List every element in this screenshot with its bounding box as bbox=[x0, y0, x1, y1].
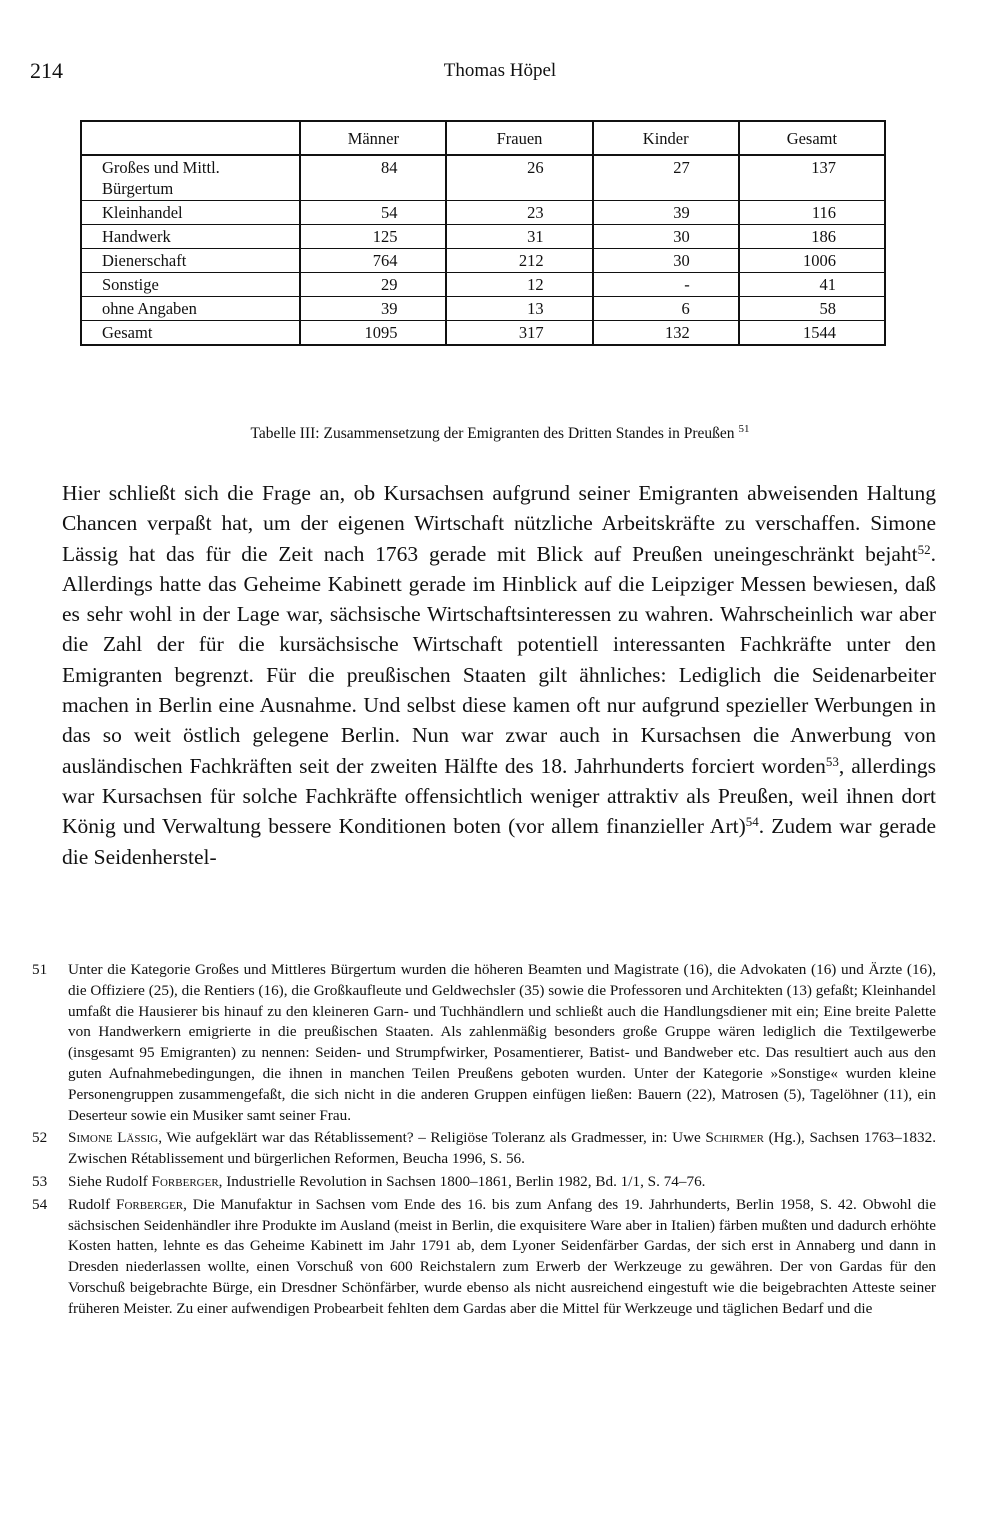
body-text: . Allerdings hatte das Geheime Kabinett gerade im Hinblick auf die Leipziger Messen bewiesen, daß es sehr wohl in der Lage war, sächsische Wirtschaftsinteressen zu wahren. Wahrscheinlich war aber die Zahl der für die kursächsische Wirtschaft potentiell interessanten Fachkräfte unter den Emigranten begrenzt. Für die preußischen Staaten gilt ähnliches: Lediglich die Seidenarbeiter machen in Berlin eine Ausnahme. Und selbst diese kamen oft nur aufgrund spezieller Werbungen in das so weit östlich gelegene Berlin. Nun war zwar auch in Kursachsen die Anwerbung von ausländischen Fachkräften seit der zweiten Hälfte des 18. Jahrhunderts forciert worden bbox=[62, 541, 936, 778]
table-cell: 84 bbox=[300, 155, 446, 201]
footnote-number: 52 bbox=[32, 1129, 48, 1147]
column-header bbox=[81, 121, 300, 155]
table-cell: 137 bbox=[739, 155, 885, 201]
footnote-text: , Wie aufgeklärt war das Rétablissement? – Religiöse Toleranz als Gradmesser, in: Uwe bbox=[158, 1129, 706, 1147]
footnote-ref: 53 bbox=[825, 753, 839, 769]
row-label: Sonstige bbox=[81, 273, 300, 297]
table-cell: 39 bbox=[593, 201, 739, 225]
footnote-text: Siehe Rudolf bbox=[68, 1172, 152, 1190]
table-row bbox=[81, 225, 885, 249]
emigrants-table bbox=[80, 120, 886, 346]
table-cell: 29 bbox=[300, 273, 446, 297]
author-name: Forberger bbox=[116, 1195, 184, 1213]
column-header: Kinder bbox=[593, 121, 739, 155]
table-cell: 31 bbox=[446, 225, 592, 249]
table-row bbox=[81, 297, 885, 321]
footnote-text: , Die Manufaktur in Sachsen vom Ende des 16. bis zum Anfang des 19. Jahrhunderts, Berlin 1958, S. 42. Obwohl die sächsischen Seidenhändler ihre Produkte im Ausland (meist in Berlin, die exquisitere Ware aber in Italien) färben mußten und dadurch erhöhte Kosten hatten, lehnte es das Geheime Kabinett im Jahr 1791 ab, dem Lyoner Seidenfärber Gardas, der sich erst in Annaberg und dann in Dresden niederlassen wollte, einen Vorschuß von 600 Reichstalern zum Erwerb der Werkzeuge zu gewähren. Der von Gardas für den Vorschuß beigebrachte Bürge, ein Dresdner Schönfärber, wurde ebenso als nicht ausreichend eingestuft wie die beigebrachten Atteste seiner früheren Meister. Zu einer aufwendigen Probearbeit fehlten dem Gardas aber die Mittel für Werkzeuge und täglichen Bedarf und die bbox=[68, 1195, 936, 1317]
row-label: ohne Angaben bbox=[81, 297, 300, 321]
table-cell: 116 bbox=[739, 201, 885, 225]
row-label: Gesamt bbox=[81, 321, 300, 346]
table-cell: 132 bbox=[593, 321, 739, 346]
column-header: Gesamt bbox=[739, 121, 885, 155]
footnote bbox=[32, 1172, 936, 1193]
table-header-row bbox=[81, 121, 885, 155]
table-row bbox=[81, 201, 885, 225]
table-cell: 764 bbox=[300, 249, 446, 273]
footnote-text: Unter die Kategorie Großes und Mittleres Bürgertum wurden die höheren Beamten und Magistrate (16), die Advokaten (16) und Ärzte (16), die Offiziere (25), die Rentiers (16), die Großkaufleute und Geldwechsler (35) sowie die Professoren und Architekten (13) gefaßt; Kleinhandel umfaßt die Hausierer bis hinauf zu den kleineren Garn- und Tuchhändlern und schließt auch die Handlungsdiener mit ein; Eine breite Palette von Handwerkern emigrierte in die preußischen Staaten. Als zahlenmäßig besonders große Gruppe wären lediglich die Textilgewerbe (insgesamt 95 Emigranten) zu nennen: Seiden- und Strumpfwirker, Posamentierer, Batist- und Bandweber etc. Das resultiert auch aus den guten Aufnahmebedingungen, die ihnen in manchen Teilen Preußens geboten wurden. Unter der Kategorie »Sonstige« wurden kleine Personengruppen zusammengefaßt, die sich nicht in die anderen Gruppen einfügen ließen: Bauern (22), Matrosen (5), Tagelöhner (11), ein Deserteur sowie ein Musiker samt seiner Frau. bbox=[68, 961, 936, 1124]
table-cell: 27 bbox=[593, 155, 739, 201]
body-paragraph bbox=[62, 478, 936, 872]
table-cell: 54 bbox=[300, 201, 446, 225]
page-header bbox=[30, 58, 970, 92]
author-name: Simone Lässig bbox=[68, 1129, 159, 1147]
footnote-ref: 54 bbox=[745, 814, 759, 830]
table-cell: 13 bbox=[446, 297, 592, 321]
footnote-text: Rudolf bbox=[68, 1195, 117, 1213]
table-cell: 23 bbox=[446, 201, 592, 225]
footnote bbox=[32, 1195, 936, 1320]
table-row bbox=[81, 273, 885, 297]
table-cell: 1006 bbox=[739, 249, 885, 273]
footnote-number: 51 bbox=[32, 961, 48, 978]
footnote-text: , Industrielle Revolution in Sachsen 1800–1861, Berlin 1982, Bd. 1/1, S. 74–76. bbox=[218, 1172, 706, 1190]
footnote-number: 54 bbox=[32, 1195, 48, 1213]
table-cell: 186 bbox=[739, 225, 885, 249]
table-cell: 1095 bbox=[300, 321, 446, 346]
row-label: Kleinhandel bbox=[81, 201, 300, 225]
column-header: Frauen bbox=[446, 121, 592, 155]
footnote-ref: 51 bbox=[738, 423, 750, 435]
table-cell: 26 bbox=[446, 155, 592, 201]
body-text: Hier schließt sich die Frage an, ob Kursachsen aufgrund seiner Emigranten abweisenden Haltung Chancen verpaßt hat, um der eigenen Wirtschaft nützliche Arbeitskräfte zu verschaffen. Simone Lässig hat das für die Zeit nach 1763 gerade mit Blick auf Preußen uneingeschränkt bejaht bbox=[62, 481, 936, 566]
row-label: Großes und Mittl. Bürgertum bbox=[81, 155, 300, 201]
table-caption bbox=[40, 425, 960, 443]
footnote-ref: 52 bbox=[917, 541, 931, 557]
table-cell: 39 bbox=[300, 297, 446, 321]
table-cell: - bbox=[593, 273, 739, 297]
table-cell: 12 bbox=[446, 273, 592, 297]
page-number: 214 bbox=[30, 58, 63, 83]
table-cell: 6 bbox=[593, 297, 739, 321]
column-header: Männer bbox=[300, 121, 446, 155]
table-row bbox=[81, 249, 885, 273]
table-cell: 1544 bbox=[739, 321, 885, 346]
table-cell: 30 bbox=[593, 249, 739, 273]
table-cell: 125 bbox=[300, 225, 446, 249]
footnotes bbox=[32, 960, 936, 1322]
footnote-number: 53 bbox=[32, 1172, 48, 1190]
table-row bbox=[81, 321, 885, 346]
table-cell: 41 bbox=[739, 273, 885, 297]
running-head: Thomas Höpel bbox=[443, 60, 557, 81]
table-cell: 212 bbox=[446, 249, 592, 273]
caption-text: Tabelle III: Zusammensetzung der Emigranten des Dritten Standes in Preußen bbox=[250, 425, 735, 442]
footnote bbox=[32, 960, 936, 1126]
table-cell: 58 bbox=[739, 297, 885, 321]
row-label: Handwerk bbox=[81, 225, 300, 249]
author-name: Forberger bbox=[151, 1172, 219, 1190]
footnote bbox=[32, 1128, 936, 1170]
author-name: Schirmer bbox=[705, 1129, 764, 1147]
body-text: , allerdings war Kursachsen für solche Fachkräfte offensichtlich weniger attraktiv als Preußen, weil ihnen dort König und Verwaltung bessere Konditionen boten (vor allem finanzieller Art) bbox=[62, 753, 936, 839]
body-text: . Zudem war gerade die Seidenherstel- bbox=[62, 814, 937, 869]
table-cell: 30 bbox=[593, 225, 739, 249]
footnote-text: (Hg.), Sachsen 1763–1832. Zwischen Rétablissement und bürgerlichen Reformen, Beucha 1996, S. 56. bbox=[68, 1129, 936, 1168]
table-cell: 317 bbox=[446, 321, 592, 346]
table-row bbox=[81, 155, 885, 201]
row-label: Dienerschaft bbox=[81, 249, 300, 273]
